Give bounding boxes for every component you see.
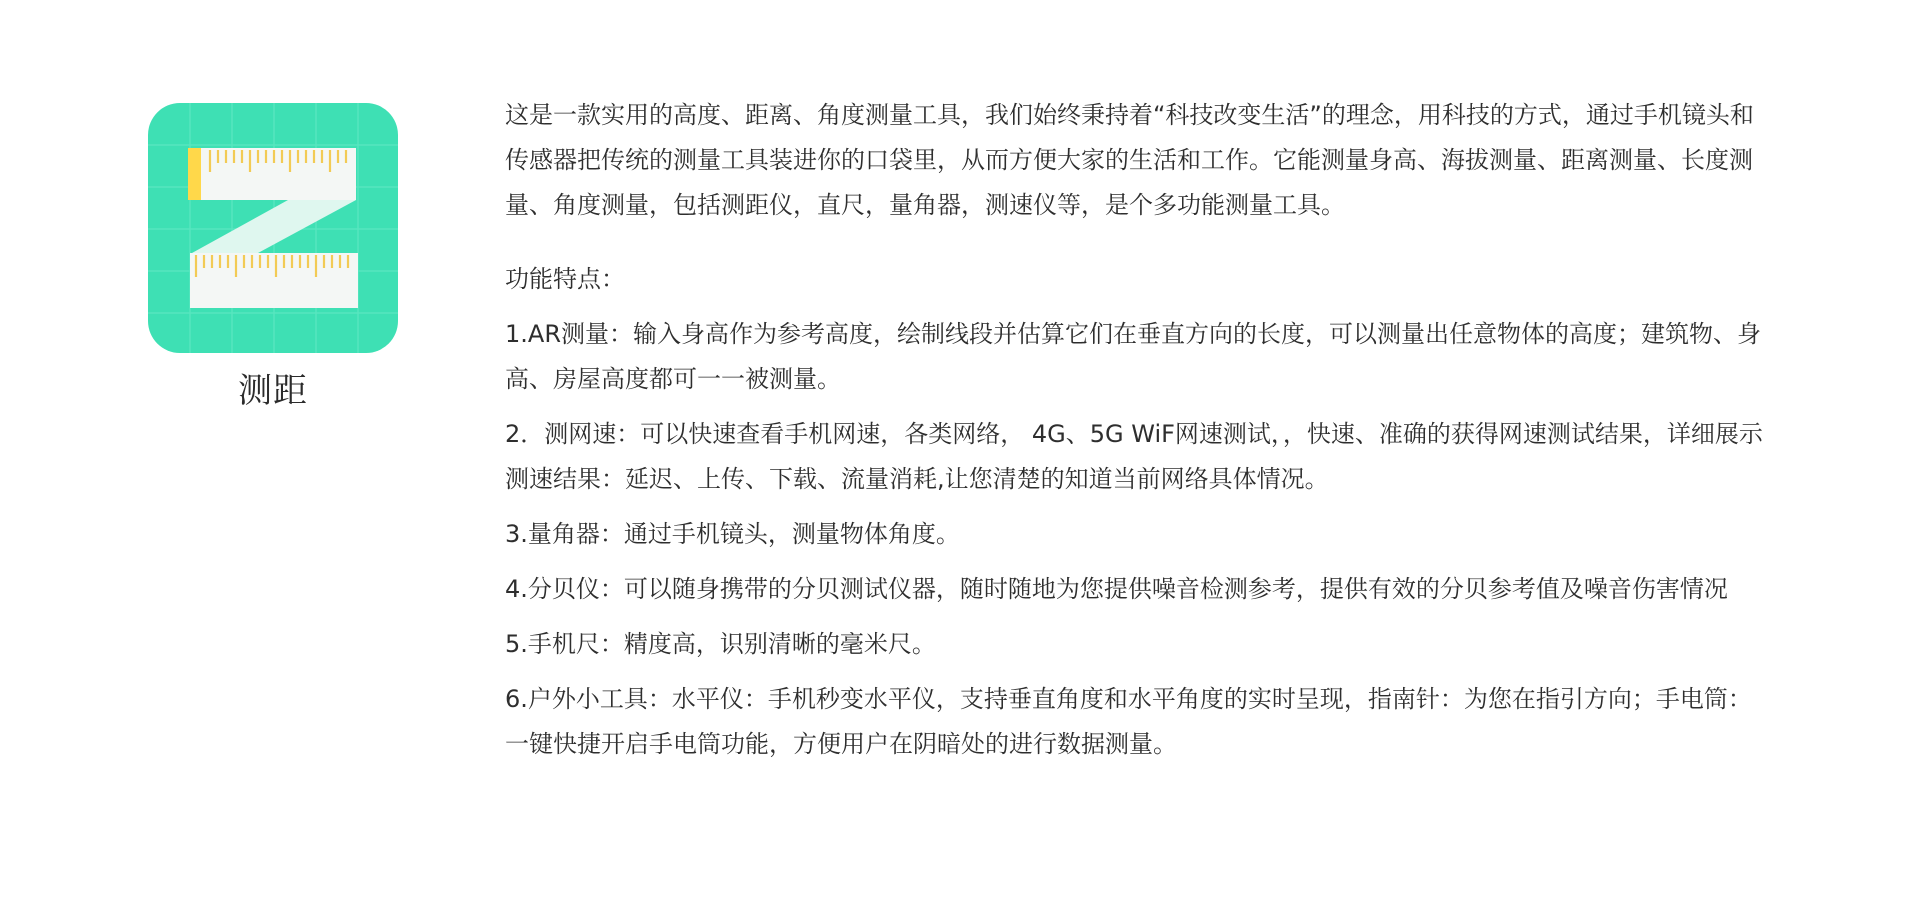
- feature-item: 6.户外小工具：水平仪：手机秒变水平仪，支持垂直角度和水平角度的实时呈现，指南针：为您在指引方向；手电筒：一键快捷开启手电筒功能，方便用户在阴暗处的进行数据测量。: [505, 685, 1752, 758]
- feature-item: 2．测网速：可以快速查看手机网速，各类网络， 4G、5G WiF网速测试，，快速、准确的获得网速测试结果，详细展示测速结果：延迟、上传、下载、流量消耗,让您清楚的知道当前网络具体情况。: [505, 420, 1763, 493]
- app-description: [505, 93, 1775, 777]
- feature-item: 4.分贝仪：可以随身携带的分贝测试仪器，随时随地为您提供噪音检测参考，提供有效的分贝参考值及噪音伤害情况: [505, 575, 1728, 603]
- app-info: [148, 103, 398, 411]
- features-heading: 功能特点：: [505, 265, 625, 293]
- feature-item: 1.AR测量：输入身高作为参考高度，绘制线段并估算它们在垂直方向的长度，可以测量出任意物体的高度；建筑物、身高、房屋高度都可一一被测量。: [505, 320, 1761, 393]
- app-name: 测距: [238, 371, 308, 411]
- feature-item: 3.量角器：通过手机镜头，测量物体角度。: [505, 520, 960, 548]
- feature-item: 5.手机尺：精度高，识别清晰的毫米尺。: [505, 630, 936, 658]
- tape-measure-icon: [148, 103, 398, 353]
- intro-paragraph: 这是一款实用的高度、距离、角度测量工具，我们始终秉持着“科技改变生活”的理念，用科技的方式，通过手机镜头和传感器把传统的测量工具装进你的口袋里，从而方便大家的生活和工作。它能测量身高、海拔测量、距离测量、长度测量、角度测量，包括测距仪，直尺，量角器，测速仪等，是个多功能测量工具。: [505, 101, 1754, 219]
